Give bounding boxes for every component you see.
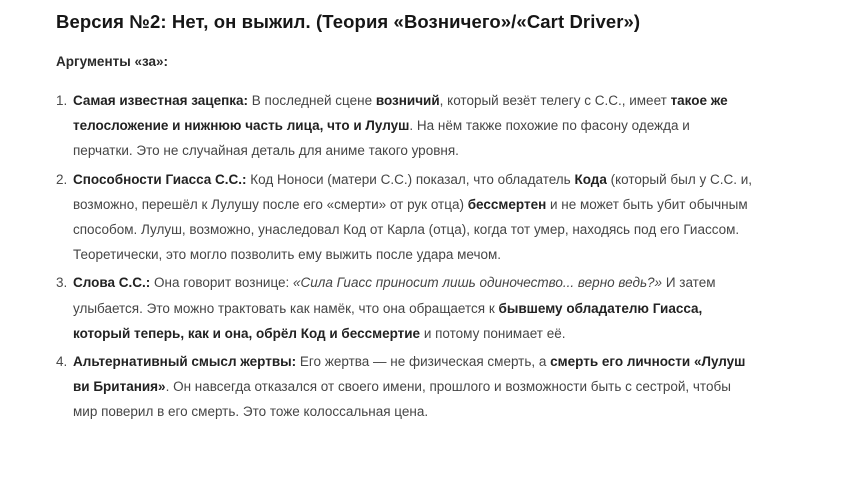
list-number: 1. [56,93,68,108]
argument-text: (который был у С.С. и, возможно, перешёл к Лулушу после его «смерти» от рук отца) [73,171,753,212]
argument-text: И затем улыбается. Это можно трактовать как намёк, что она обращается к [73,275,716,316]
argument-emphasis: такое же телосложение и нижнюю часть лица, что и Лулуш [73,93,728,134]
arguments-subheading: Аргументы «за»: [56,54,169,69]
argument-text: Код Нонoси (матери С.С.) показал, что обладатель [246,171,575,187]
argument-item-1 [56,88,753,164]
arguments-list [56,88,823,425]
argument-emphasis: смерть его личности «Лулуш ви Британия» [73,354,746,395]
argument-text: Его жертва — не физическая смерть, а [296,354,551,370]
list-number: 2. [56,171,68,187]
argument-emphasis: бывшему обладателю Гиасса, который теперь, как и она, обрёл Код и бессмертие [73,300,703,341]
list-number: 3. [56,275,68,291]
argument-text: В последней сцене [248,93,376,108]
argument-item-2 [56,167,753,268]
argument-text: . На нём также похожие по фасону одежда и перчатки. Это не случайная деталь для аниме такого уровня. [73,118,690,159]
argument-title: Самая известная зацепка: [73,93,248,108]
section-heading: Версия №2: Нет, он выжил. (Теория «Возничего»/«Cart Driver») [56,11,641,32]
argument-emphasis: бессмертен [467,196,547,212]
argument-quote: «Сила Гиасс приносит лишь одиночество... верно ведь?» [293,275,663,291]
argument-emphasis: возничий [375,93,440,108]
argument-item-3 [56,270,753,346]
argument-text: , который везёт телегу с С.С., имеет [439,93,671,108]
argument-text: и потому понимает её. [420,325,566,341]
argument-text: и не может быть убит обычным способом. Лулуш, возможно, унаследовал Код от Карла (отца), когда тот умер, находясь под его Гиассом. Теоретически, это могло позволить ему выжить после удара мечом. [73,196,748,263]
argument-text: Она говорит вознице: [150,275,294,291]
argument-title: Способности Гиасса С.С.: [73,171,247,187]
argument-text: . Он навсегда отказался от своего имени, прошлого и возможности быть с сестрой, чтобы мир поверил в его смерть. Это тоже колоссальная цена. [73,379,731,420]
list-number: 4. [56,354,68,370]
argument-title: Альтернативный смысл жертвы: [73,354,297,370]
argument-item-4 [56,349,753,425]
argument-emphasis: Кода [574,171,607,187]
argument-title: Слова С.С.: [73,275,151,291]
